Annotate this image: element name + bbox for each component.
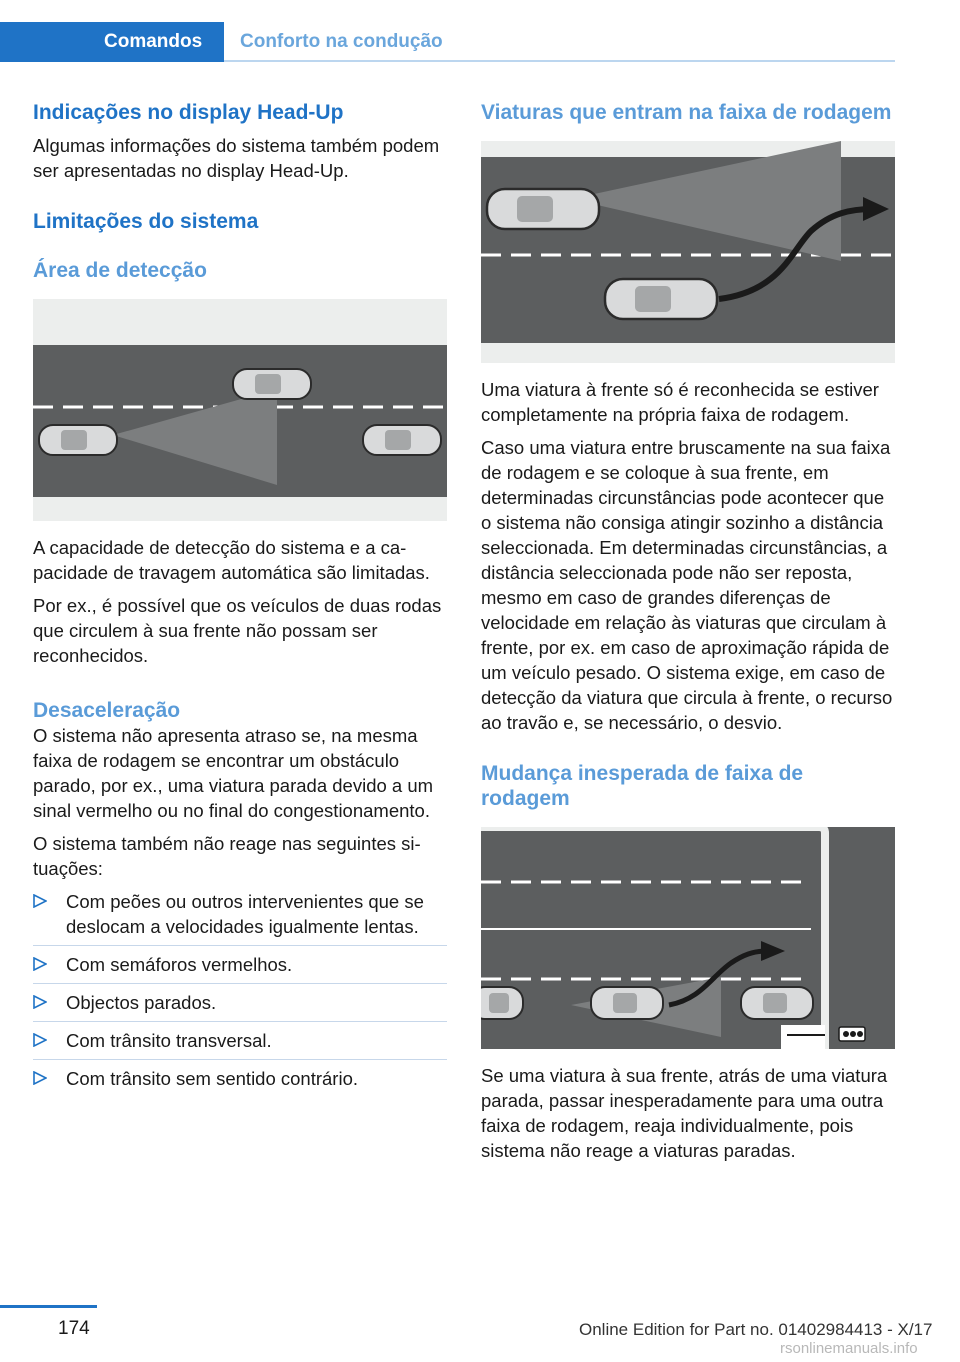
page-number: 174 bbox=[58, 1318, 90, 1339]
watermark: rsonlinemanuals.info bbox=[780, 1340, 918, 1357]
heading-head-up: Indicações no display Head-Up bbox=[33, 101, 344, 124]
paragraph-atraso: O sistema não apresenta atraso se, na mesma faixa de rodagem se encontrar um obstáculo parado, por ex., uma viatura parada devido a um sinal vermelho ou no final do congestionamento. bbox=[33, 725, 434, 821]
car-icon bbox=[481, 987, 523, 1019]
car-icon bbox=[591, 987, 663, 1019]
list-item bbox=[33, 883, 447, 946]
page-number-rule bbox=[0, 1305, 97, 1308]
triangle-bullet-icon bbox=[33, 1071, 47, 1085]
traffic-light-icon bbox=[839, 1027, 865, 1041]
paragraph-reconhecida: Uma viatura à frente só é reconhecida se estiver completamente na própria faixa de rodagem. bbox=[481, 379, 879, 425]
heading-area-deteccao: Área de detecção bbox=[33, 259, 207, 282]
paragraph-situacoes: O sistema também não reage nas seguintes situações: bbox=[33, 833, 421, 879]
paragraph-bruscamente: Caso uma viatura entre bruscamente na sua faixa de rodagem e se coloque à sua frente, em determinadas circunstâncias pode acontecer que o sistema não consiga atingir sozinho a distância seleccionada. Em determinadas circunstâncias, a distância seleccionada pode não ser reposta, mesmo em caso de grandes diferenças de velocidade em relação às viaturas que circulam à frente, por ex. em caso de aproximação rápida de um veículo pesado. O sistema exige, em caso de detecção da viatura que circula à frente, o recurso ao travão e, se necessário, o desvio. bbox=[481, 437, 893, 733]
car-icon bbox=[741, 987, 813, 1019]
list-item bbox=[33, 1060, 447, 1097]
heading-mudanca-faixa: Mudança inesperada de faixa de rodagem bbox=[481, 762, 804, 810]
triangle-bullet-icon bbox=[33, 894, 47, 908]
right-column bbox=[481, 100, 895, 1163]
left-column bbox=[33, 100, 447, 1097]
list-item-text: Com semáforos vermelhos. bbox=[66, 954, 293, 975]
list-item-text: Com trânsito transversal. bbox=[66, 1030, 272, 1051]
detection-area-figure bbox=[33, 299, 447, 521]
tab-conforto-conducao[interactable]: Conforto na condução bbox=[240, 31, 443, 52]
car-icon bbox=[487, 189, 599, 229]
heading-viaturas-entram: Viaturas que entram na faixa de rodagem bbox=[481, 101, 892, 124]
triangle-bullet-icon bbox=[33, 1033, 47, 1047]
triangle-bullet-icon bbox=[33, 957, 47, 971]
paragraph-capacidade: A capacidade de detecção do sistema e a capacidade de travagem automática são limitadas. bbox=[33, 537, 430, 583]
triangle-bullet-icon bbox=[33, 995, 47, 1009]
lane-change-figure bbox=[481, 827, 895, 1049]
edition-footer: Online Edition for Part no. 01402984413 - X/17 bbox=[579, 1320, 933, 1339]
car-icon bbox=[605, 279, 717, 319]
header-divider bbox=[224, 60, 895, 62]
heading-limitacoes: Limitações do sistema bbox=[33, 210, 259, 233]
list-item-text: Com peões ou outros intervenientes que se deslocam a velocidades igualmente lentas. bbox=[66, 891, 424, 937]
list-item bbox=[33, 984, 447, 1022]
cut-in-figure bbox=[481, 141, 895, 363]
heading-desaceleracao: Desaceleração bbox=[33, 699, 181, 722]
car-icon bbox=[39, 425, 117, 455]
list-item bbox=[33, 1022, 447, 1060]
list-item-text: Com trânsito sem sentido contrário. bbox=[66, 1068, 359, 1089]
paragraph-duas-rodas: Por ex., é possível que os veículos de duas rodas que circulem à sua frente não possam ser reconhecidos. bbox=[33, 595, 442, 666]
car-icon bbox=[233, 369, 311, 399]
paragraph-head-up: Algumas informações do sistema também podem ser apresentadas no display Head-Up. bbox=[33, 135, 440, 181]
list-item bbox=[33, 946, 447, 984]
tab-comandos[interactable]: Comandos bbox=[0, 22, 224, 62]
situations-list bbox=[33, 883, 447, 1097]
paragraph-viatura-parada: Se uma viatura à sua frente, atrás de uma viatura parada, passar inesperadamente para uma outra faixa de rodagem, reaja individualmente, pois sistema não reage a viaturas paradas. bbox=[481, 1065, 888, 1161]
car-icon bbox=[363, 425, 441, 455]
list-item-text: Objectos parados. bbox=[66, 992, 217, 1013]
